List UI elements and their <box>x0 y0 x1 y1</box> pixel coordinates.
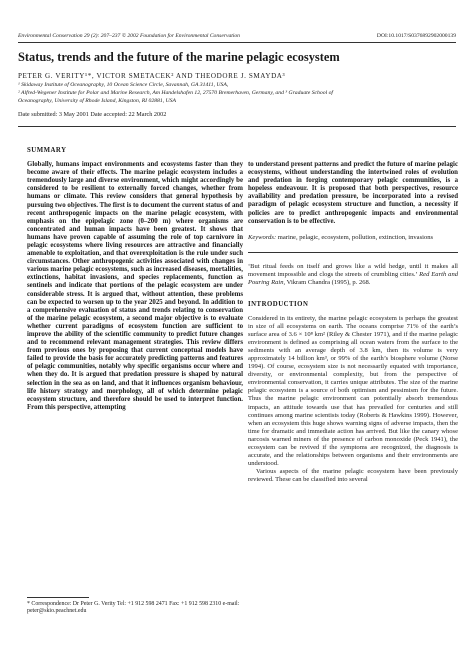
epigraph <box>248 263 458 287</box>
epigraph-source-rest: , Vikram Chandra (1995), p. 268. <box>283 278 371 286</box>
summary-rule-bottom <box>248 252 458 253</box>
affiliation-line: Oceanography, University of Rhode Island, Kingston, RI 02881, USA <box>18 98 176 104</box>
summary-rule-top <box>18 126 456 127</box>
submission-dates: Date submitted: 3 May 2001 Date accepted: 22 March 2002 <box>18 111 167 118</box>
right-column <box>248 147 458 484</box>
summary-text: Globally, humans impact environments and ecosystems faster than they become aware of their effects. The marine pelagic ecosystem includes a tremendously large and diverse environment, which might accordingly be considered to be resilient to externally forced changes, whether from humans or climate. This review considers that general hypothesis by pursuing two objectives. The first is to document the current status of and recent anthropogenic impacts on the marine pelagic ecosystem, with emphasis on the epipelagic zone (0–200 m) where organisms are concentrated and human impacts have been greatest. It shows that humans have proven capable of assuming the role of top carnivore in pelagic ecosystems where living resources are attractive and financially amenable to exploitation, and that overexploitation is the rule under such circumstances. Other anthropogenic activities associated with changes in various marine pelagic ecosystems, such as increased diseases, mortalities, extinctions, habitat invasions, and species replacements, function as sentinels and indicate that portions of the pelagic ecosystem are under considerable stress. It is argued that, without attention, these problems can be expected to worsen up to the year 2025 and beyond. In addition to a comprehensive evaluation of status and trends relating to conservation of the marine pelagic ecosystem, a second major objective is to evaluate whether current paradigms of ecosystem function are sufficient to improve the ability of the scientific community to predict future changes and to recommend relevant management strategies. This review differs from previous ones by proposing that current conceptual models have failed to provide the basis for accurately predicting patterns and features of pelagic communities, notably why specific organisms occur where and when they do. It is argued that predation pressure is shaped by natural selection in the sea as on land, and that it influences organism behaviour, life history strategy and morphology, all of which determine pelagic ecosystem structure, and therefore should be used to interpret function. From this perspective, attempting <box>27 161 243 411</box>
epigraph-source-title: Red Earth and Pouring Rain <box>248 270 459 286</box>
summary-heading: SUMMARY <box>27 147 67 154</box>
doi: DOI:10.1017/S0376892902000139 <box>376 33 456 39</box>
keywords-label: Keywords: <box>248 233 277 241</box>
journal-citation: Environmental Conservation 29 (2): 207–237 © 2002 Foundation for Environmental Conservation <box>18 33 240 39</box>
article-title: Status, trends and the future of the marine pelagic ecosystem <box>18 50 340 64</box>
header-rule <box>18 42 456 43</box>
summary-continuation: to understand present patterns and predict the future of marine pelagic ecosystems, without understanding the intertwined roles of evolution and predation in forging contemporary pelagic communities, is a hopeless endeavour. It is proposed that both perspectives, resource availability and predation pressure, be incorporated into a revised paradigm of pelagic ecosystem structure and function, a necessity if policies are to predict anthropogenic impacts and environmental conservation is to be effective. <box>248 161 458 225</box>
intro-paragraph: Various aspects of the marine pelagic ecosystem have been previously reviewed. These can be classified into several <box>248 467 458 483</box>
left-column <box>27 147 243 412</box>
introduction-heading: INTRODUCTION <box>248 300 309 308</box>
keywords <box>248 234 458 242</box>
footnote-rule <box>27 597 89 598</box>
column-spacer <box>248 147 458 161</box>
running-head <box>18 33 456 40</box>
affiliation-line: ¹ Skidaway Institute of Oceanography, 10 Ocean Science Circle, Savannah, GA 31411, USA, <box>18 82 229 88</box>
keywords-list: marine, pelagic, ecosystem, pollution, extinction, invasions <box>277 233 434 241</box>
correspondence-footnote: * Correspondence: Dr Peter G. Verity Tel: +1 912 598 2471 Fax: +1 912 598 2310 e-mail: peter@skio.peachnet.edu <box>27 601 240 615</box>
affiliation-line: ² Alfred-Wegener Institute for Polar and Marine Research, Am Handelshafen 12, 27570 Bremerhaven, Germany, and ³ Graduate School of <box>18 90 334 96</box>
intro-paragraph: Considered in its entirety, the marine pelagic ecosystem is perhaps the greatest in size of all ecosystems on earth. The oceans comprise 71% of the earth’s surface area of 3.6 × 10⁸ km² (Riley & Chester 1971), and if the marine pelagic environment is defined as comprising all ocean waters from the surface to the sediments with an average depth of 3.8 km, then its volume is very approximately 14 billion km³, or 99% of the earth’s biosphere volume (Norse 1994). Of course, ecosystem size is not necessarily equated with importance, diversity, or environmental complexity, but from the perspective of environmental conservation, it carries unique attributes. The size of the marine pelagic ecosystem is a source of both optimism and pessimism for the future. Thus the marine pelagic environment can potentially absorb tremendous impacts, an attitude towards use that has prevailed for centuries and still continues among marine scientists today (Roberts & Hawkins 1999). However, when an ecosystem this huge shows warning signs of adverse impacts, then the time for dramatic and immediate action has arrived. But like the canary whose narcosis warned miners of the presence of carbon monoxide (Peck 1941), the ecosystem can be revived if the symptoms are recognized, the diagnosis is accurate, and the relationships between organisms and their environments are understood. <box>248 314 458 467</box>
epigraph-quote: ‘But ritual feeds on itself and grows like a wild hedge, until it makes all movement impossible and clogs the streets of crumbling cities.’ <box>248 262 458 278</box>
author-list: PETER G. VERITY¹*, VICTOR SMETACEK² AND THEODORE J. SMAYDA³ <box>18 72 286 80</box>
